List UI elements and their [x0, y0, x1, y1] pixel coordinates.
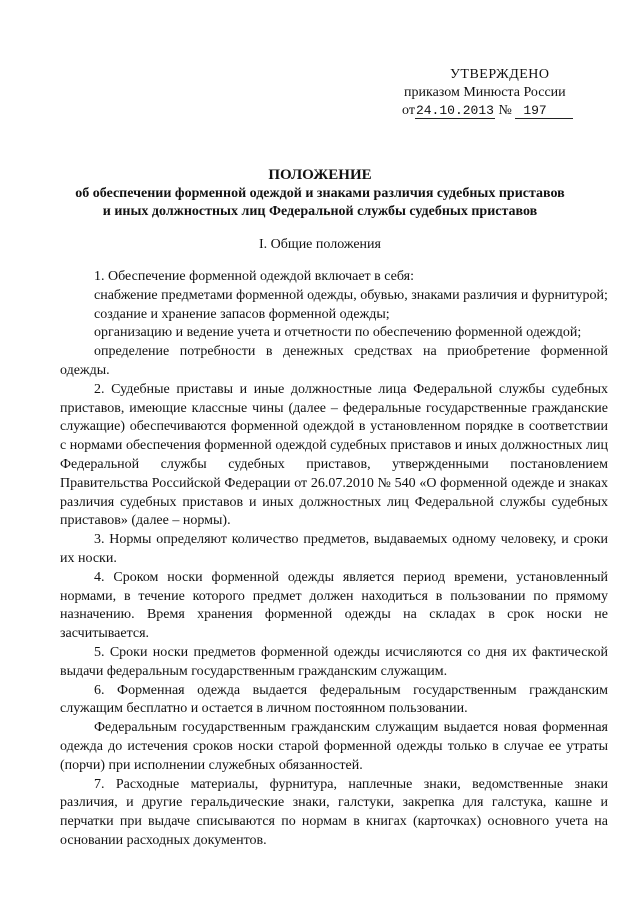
- approval-title: УТВЕРЖДЕНО: [450, 67, 550, 82]
- paragraph: 6. Форменная одежда выдается федеральным государственным гражданским служащим бесплатно и остается в личном постоянном пользовании.: [60, 682, 608, 717]
- approval-stamp: [402, 66, 602, 120]
- paragraph: организацию и ведение учета и отчетности по обеспечению форменной одеждой;: [94, 325, 582, 341]
- paragraph: 5. Сроки носки предметов форменной одежды исчисляются со дня их фактической выдачи федеральным государственным гражданским служащим.: [60, 644, 608, 679]
- section-title: I. Общие положения: [259, 237, 381, 252]
- paragraph: 1. Обеспечение форменной одеждой включает в себя:: [94, 269, 414, 284]
- approval-number: 197: [515, 103, 572, 119]
- document-subtitle-line2: и иных должностных лиц Федеральной службы судебных приставов: [102, 204, 538, 219]
- document-title: ПОЛОЖЕНИЕ: [268, 167, 372, 183]
- paragraph: снабжение предметами форменной одежды, обувью, знаками различия и фурнитурой;: [94, 287, 608, 303]
- paragraph: создание и хранение запасов форменной одежды;: [94, 306, 390, 322]
- paragraph: 3. Нормы определяют количество предметов, выдаваемых одному человеку, и сроки их носки.: [60, 532, 608, 566]
- paragraph: определение потребности в денежных средствах на приобретение форменной одежды.: [60, 344, 608, 378]
- date-prefix: от: [402, 103, 415, 118]
- paragraph: Федеральным государственным гражданским служащим выдается новая форменная одежда до истечения сроков носки старой форменной одежды только в случае ее утраты (порчи) при исполнении служебных обязанностей.: [60, 720, 608, 773]
- approval-date-line: [402, 102, 602, 120]
- approval-order-text: приказом Минюста России: [404, 85, 566, 100]
- paragraph: 2. Судебные приставы и иные должностные лица Федеральной службы судебных приставов, имеющие классные чины (далее – федеральные государственные гражданские служащие) обеспечиваются форменной одеждой в установленном порядке в соответствии с нормами обеспечения форменной одеждой судебных приставов и иных должностных лиц Федеральной службы судебных приставов, утвержденными постановлением Правительства Российской Федерации от 26.07.2010 № 540 «О форменной одежде и знаках различия судебных приставов и иных должностных лиц Федеральной службы судебных приставов» (далее – нормы).: [60, 381, 608, 529]
- paragraph: 4. Сроком носки форменной одежды является период времени, установленный нормами, в течение которого предмет должен находиться в пользовании по прямому назначению. Время хранения форменной одежды на складах в срок носки не засчитывается.: [60, 569, 608, 642]
- number-prefix: №: [498, 103, 512, 118]
- approval-date: 24.10.2013: [415, 103, 494, 118]
- document-heading: [0, 166, 640, 221]
- document-subtitle-line1: об обеспечении форменной одеждой и знаками различия судебных приставов: [75, 186, 565, 201]
- paragraph: 7. Расходные материалы, фурнитура, наплечные знаки, ведомственные знаки различия, и другие геральдические знаки, галстуки, закрепка для галстука, кашне и перчатки при выдаче списываются по нормам в книгах (карточках) основного учета на основании расходных документов.: [60, 776, 608, 848]
- document-body: [60, 268, 608, 851]
